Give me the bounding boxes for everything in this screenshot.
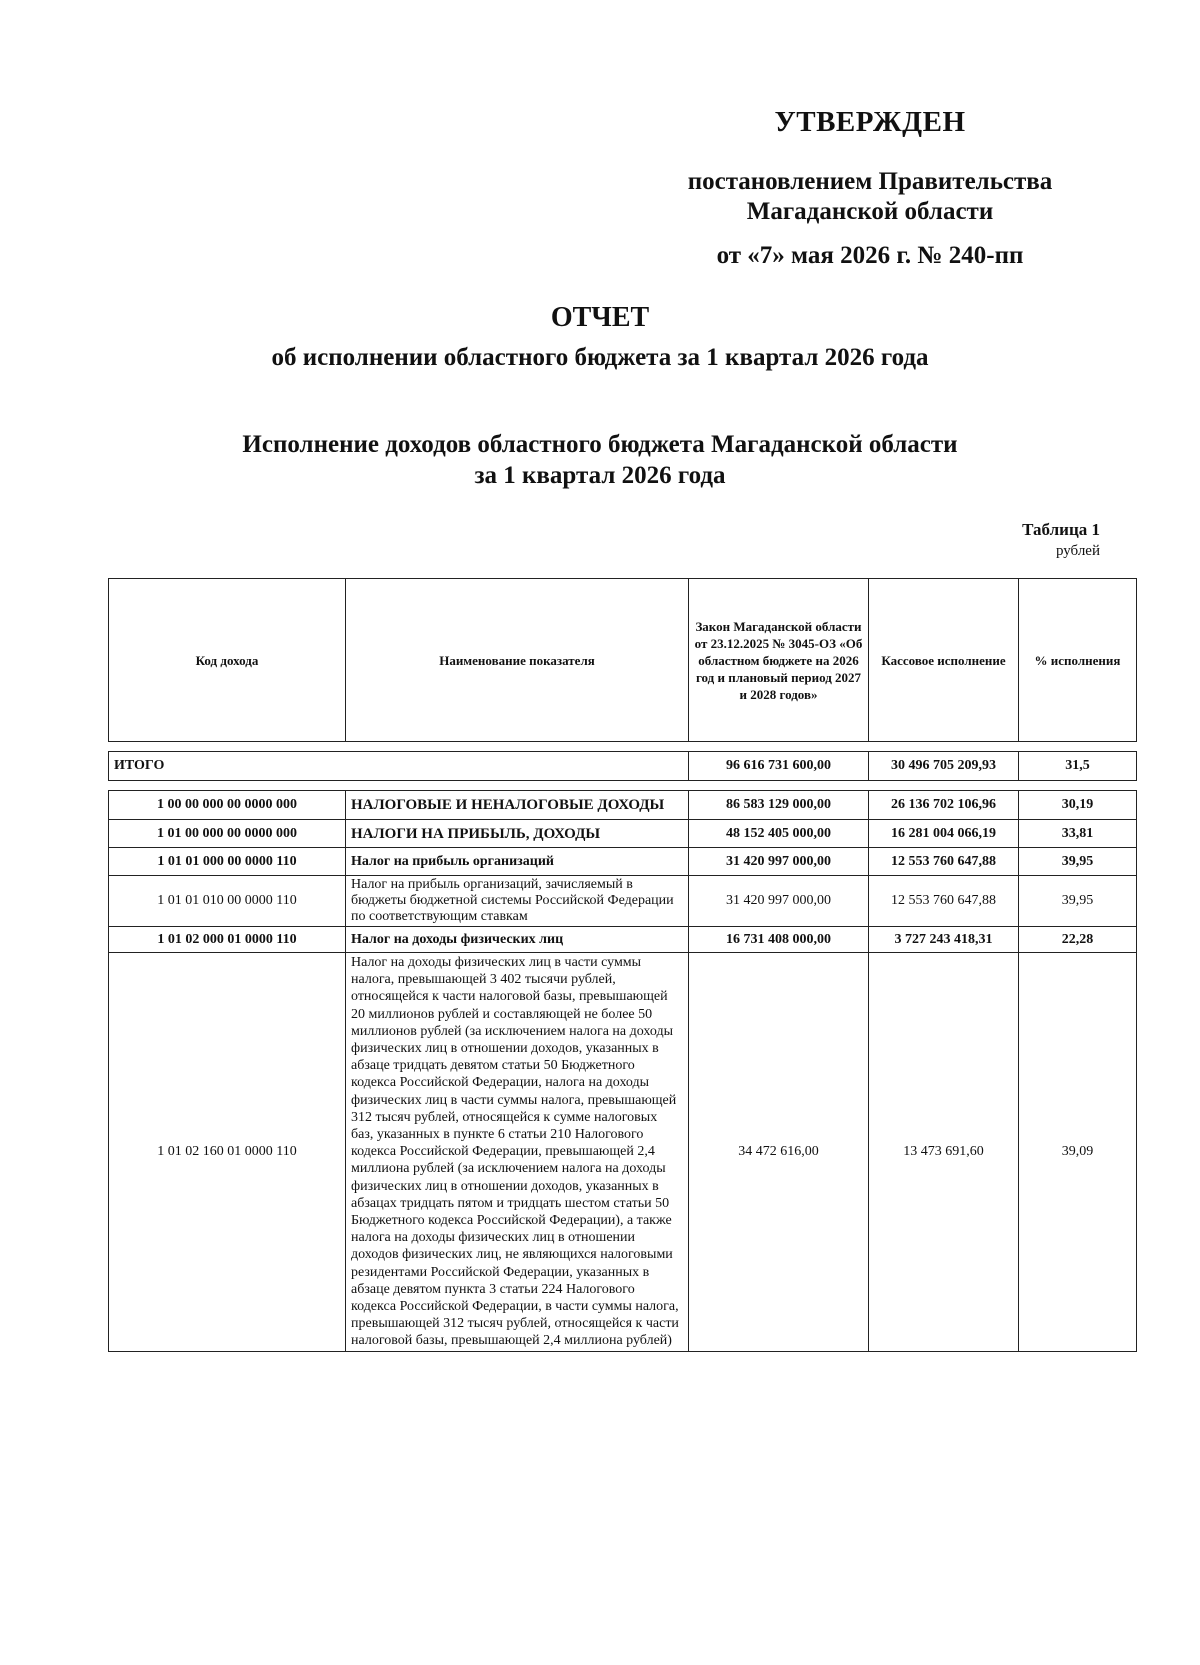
section-title-line-2: за 1 квартал 2026 года	[474, 462, 726, 489]
table-row	[109, 953, 1137, 1352]
report-title: ОТЧЕТ	[550, 302, 650, 333]
report-subtitle: об исполнении областного бюджета за 1 квартал 2026 года	[271, 344, 929, 371]
table-row	[109, 927, 1137, 953]
header-code: Код дохода	[109, 579, 346, 742]
row-law: 86 583 129 000,00	[689, 791, 869, 820]
row-name: НАЛОГОВЫЕ И НЕНАЛОГОВЫЕ ДОХОДЫ	[346, 791, 689, 820]
table-spacer	[109, 781, 1137, 791]
table-header-row	[109, 579, 1137, 742]
table-unit: рублей	[1055, 543, 1100, 559]
row-law: 34 472 616,00	[689, 953, 869, 1352]
table-spacer	[109, 742, 1137, 752]
header-name: Наименование показателя	[346, 579, 689, 742]
income-table	[108, 578, 1137, 1352]
table-row	[109, 791, 1137, 820]
approval-date: от «7» мая 2026 г. № 240-пп	[716, 242, 1024, 269]
approval-line-1: постановлением Правительства	[687, 168, 1053, 195]
row-law: 31 420 997 000,00	[689, 848, 869, 876]
row-law: 31 420 997 000,00	[689, 876, 869, 927]
row-code: 1 01 02 000 01 0000 110	[109, 927, 346, 953]
row-pct: 39,09	[1019, 953, 1137, 1352]
section-title	[0, 429, 1200, 491]
header-cash: Кассовое исполнение	[869, 579, 1019, 742]
row-code: 1 01 00 000 00 0000 000	[109, 820, 346, 848]
approval-line-2: Магаданской области	[746, 198, 994, 225]
report-title-block	[0, 302, 1200, 372]
row-code: 1 01 01 000 00 0000 110	[109, 848, 346, 876]
row-pct: 22,28	[1019, 927, 1137, 953]
table-number: Таблица 1	[1022, 520, 1100, 539]
row-name: Налог на доходы физических лиц	[346, 927, 689, 953]
row-name: Налог на прибыль организаций, зачисляемый в бюджеты бюджетной системы Российской Федерации по соответствующим ставкам	[346, 876, 689, 927]
row-code: 1 00 00 000 00 0000 000	[109, 791, 346, 820]
row-law: 48 152 405 000,00	[689, 820, 869, 848]
total-law: 96 616 731 600,00	[689, 752, 869, 781]
total-row	[109, 752, 1137, 781]
row-pct: 33,81	[1019, 820, 1137, 848]
table-row	[109, 820, 1137, 848]
row-cash: 12 553 760 647,88	[869, 848, 1019, 876]
row-pct: 39,95	[1019, 848, 1137, 876]
row-cash: 3 727 243 418,31	[869, 927, 1019, 953]
total-pct: 31,5	[1019, 752, 1137, 781]
total-cash: 30 496 705 209,93	[869, 752, 1019, 781]
approval-title: УТВЕРЖДЕН	[774, 106, 966, 138]
approval-block	[640, 106, 1100, 271]
row-name: Налог на прибыль организаций	[346, 848, 689, 876]
table-row	[109, 848, 1137, 876]
row-code: 1 01 02 160 01 0000 110	[109, 953, 346, 1352]
row-pct: 39,95	[1019, 876, 1137, 927]
header-law: Закон Магаданской области от 23.12.2025 № 3045-ОЗ «Об областном бюджете на 2026 год и плановый период 2027 и 2028 годов»	[689, 579, 869, 742]
row-law: 16 731 408 000,00	[689, 927, 869, 953]
header-pct: % исполнения	[1019, 579, 1137, 742]
row-cash: 26 136 702 106,96	[869, 791, 1019, 820]
row-cash: 13 473 691,60	[869, 953, 1019, 1352]
row-name: НАЛОГИ НА ПРИБЫЛЬ, ДОХОДЫ	[346, 820, 689, 848]
row-cash: 12 553 760 647,88	[869, 876, 1019, 927]
row-code: 1 01 01 010 00 0000 110	[109, 876, 346, 927]
table-row	[109, 876, 1137, 927]
section-title-line-1: Исполнение доходов областного бюджета Магаданской области	[242, 431, 958, 458]
total-label: ИТОГО	[109, 752, 689, 781]
table-label	[1022, 520, 1100, 560]
row-name: Налог на доходы физических лиц в части суммы налога, превышающей 3 402 тысячи рублей, относящейся к части налоговой базы, превышающей 20 миллионов рублей и составляющей не более 50 миллионов рублей (за исключением налога на доходы физических лиц в отношении доходов, указанных в абзаце тридцать девятом статьи 50 Бюджетного кодекса Российской Федерации, налога на доходы физических лиц в части суммы налога, превышающей 312 тысяч рублей, относящейся к сумме налоговых баз, указанных в пункте 6 статьи 210 Налогового кодекса Российской Федерации, превышающей 2,4 миллиона рублей (за исключением налога на доходы физических лиц в отношении доходов, указанных в абзацах тридцать пятом и тридцать шестом статьи 50 Бюджетного кодекса Российской Федерации), а также налога на доходы физических лиц в отношении доходов физических лиц, не являющихся налоговыми резидентами Российской Федерации, указанных в абзаце девятом пункта 3 статьи 224 Налогового кодекса Российской Федерации, в части суммы налога, превышающей 312 тысяч рублей, относящейся к части налоговой базы, превышающей 2,4 миллиона рублей)	[346, 953, 689, 1352]
row-cash: 16 281 004 066,19	[869, 820, 1019, 848]
row-pct: 30,19	[1019, 791, 1137, 820]
